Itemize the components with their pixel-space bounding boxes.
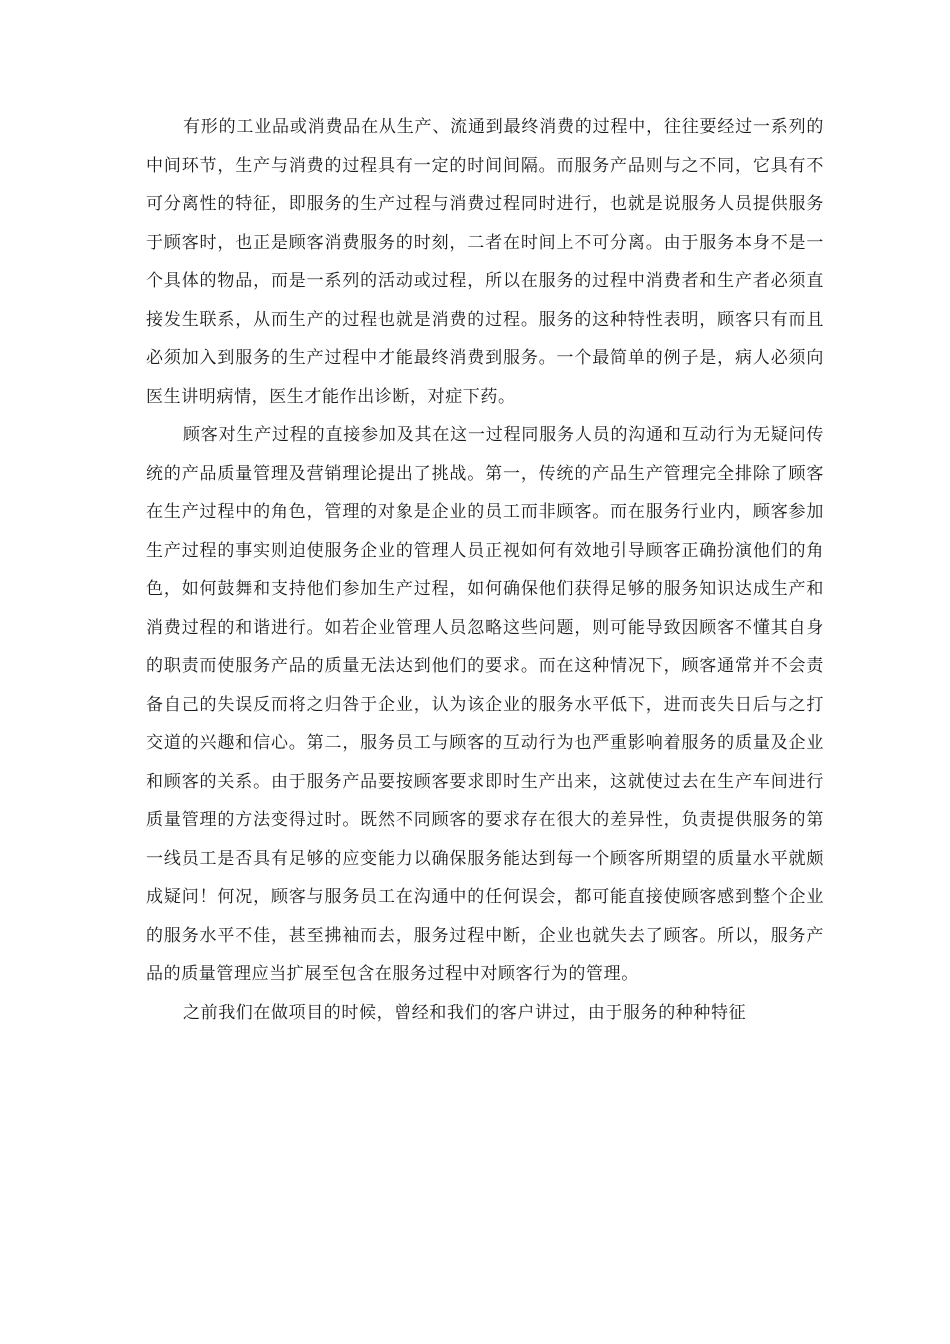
document-page [146, 108, 824, 1032]
paragraph-2: 顾客对生产过程的直接参加及其在这一过程同服务人员的沟通和互动行为无疑问传统的产品质量管理及营销理论提出了挑战。第一，传统的产品生产管理完全排除了顾客在生产过程中的角色，管理的对象是企业的员工而非顾客。而在服务行业内，顾客参加生产过程的事实则迫使服务企业的管理人员正视如何有效地引导顾客正确扮演他们的角色，如何鼓舞和支持他们参加生产过程，如何确保他们获得足够的服务知识达成生产和消费过程的和谐进行。如若企业管理人员忽略这些问题，则可能导致因顾客不懂其自身的职责而使服务产品的质量无法达到他们的要求。而在这种情况下，顾客通常并不会责备自己的失误反而将之归咎于企业，认为该企业的服务水平低下，进而丧失日后与之打交道的兴趣和信心。第二，服务员工与顾客的互动行为也严重影响着服务的质量及企业和顾客的关系。由于服务产品要按顾客要求即时生产出来，这就使过去在生产车间进行质量管理的方法变得过时。既然不同顾客的要求存在很大的差异性，负责提供服务的第一线员工是否具有足够的应变能力以确保服务能达到每一个顾客所期望的质量水平就颇成疑问！何况，顾客与服务员工在沟通中的任何误会，都可能直接使顾客感到整个企业的服务水平不佳，甚至拂袖而去，服务过程中断，企业也就失去了顾客。所以，服务产品的质量管理应当扩展至包含在服务过程中对顾客行为的管理。 [146, 425, 824, 984]
paragraph-3: 之前我们在做项目的时候，曾经和我们的客户讲过，由于服务的种种特征 [183, 1002, 747, 1023]
paragraph-1: 有形的工业品或消费品在从生产、流通到最终消费的过程中，往往要经过一系列的中间环节，生产与消费的过程具有一定的时间间隔。而服务产品则与之不同，它具有不可分离性的特征，即服务的生产过程与消费过程同时进行，也就是说服务人员提供服务于顾客时，也正是顾客消费服务的时刻，二者在时间上不可分离。由于服务本身不是一个具体的物品，而是一系列的活动或过程，所以在服务的过程中消费者和生产者必须直接发生联系，从而生产的过程也就是消费的过程。服务的这种特性表明，顾客只有而且必须加入到服务的生产过程中才能最终消费到服务。一个最简单的例子是，病人必须向医生讲明病情，医生才能作出诊断，对症下药。 [146, 117, 824, 407]
